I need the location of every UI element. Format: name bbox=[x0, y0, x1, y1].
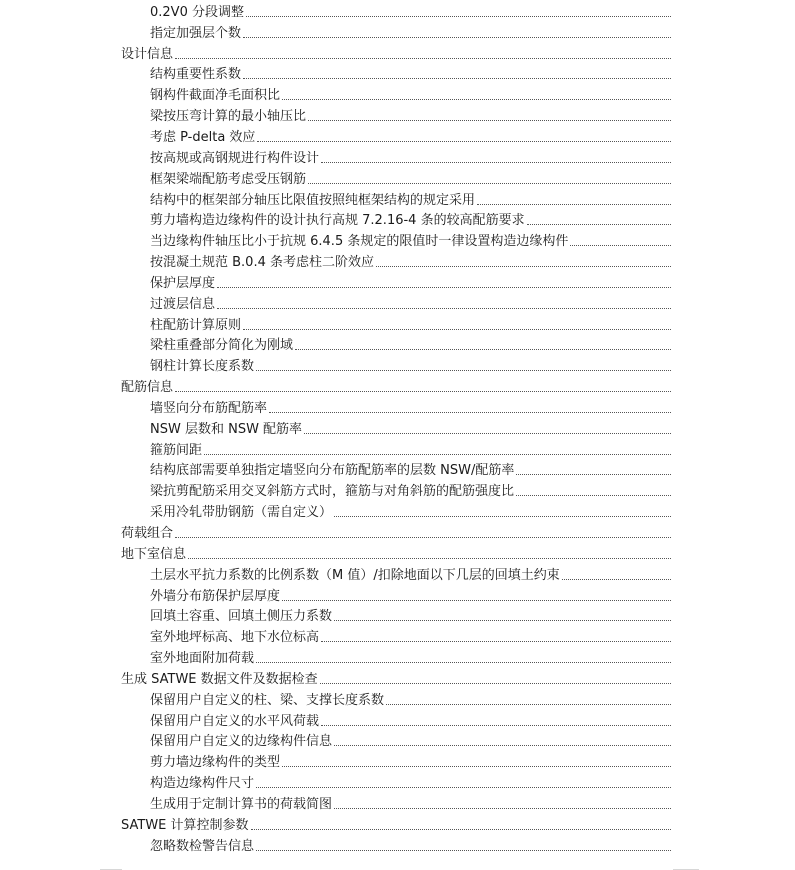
toc-entry[interactable] bbox=[0, 711, 795, 732]
toc-dot-leader bbox=[246, 15, 671, 17]
toc-entry-label: 指定加强层个数 bbox=[150, 25, 242, 41]
toc-entry[interactable] bbox=[0, 356, 795, 377]
toc-dot-leader bbox=[243, 36, 671, 38]
toc-entry-label: 按高规或高钢规进行构件设计 bbox=[150, 150, 320, 166]
toc-entry-label: 外墙分布筋保护层厚度 bbox=[150, 588, 281, 604]
toc-entry[interactable] bbox=[0, 732, 795, 753]
toc-section-heading[interactable] bbox=[0, 669, 795, 690]
toc-entry-label: 梁抗剪配筋采用交叉斜筋方式时，箍筋与对角斜筋的配筋强度比 bbox=[150, 484, 515, 500]
toc-dot-leader bbox=[334, 619, 671, 621]
toc-entry[interactable] bbox=[0, 794, 795, 815]
toc-dot-leader bbox=[308, 119, 671, 121]
toc-entry[interactable] bbox=[0, 210, 795, 231]
toc-entry[interactable] bbox=[0, 2, 795, 23]
toc-entry-label: 土层水平抗力系数的比例系数（M 值）/扣除地面以下几层的回填土约束 bbox=[150, 567, 560, 583]
toc-dot-leader bbox=[256, 661, 671, 663]
toc-dot-leader bbox=[386, 703, 671, 705]
toc-entry-label: 采用冷轧带肋钢筋（需自定义） bbox=[150, 505, 333, 521]
toc-dot-leader bbox=[570, 244, 671, 246]
toc-section-heading[interactable] bbox=[0, 523, 795, 544]
toc-dot-leader bbox=[256, 786, 671, 788]
toc-section-heading[interactable] bbox=[0, 377, 795, 398]
table-of-contents bbox=[0, 2, 795, 857]
toc-entry-label: 框架梁端配筋考虑受压钢筋 bbox=[150, 171, 307, 187]
toc-dot-leader bbox=[304, 432, 671, 434]
toc-entry[interactable] bbox=[0, 315, 795, 336]
toc-entry[interactable] bbox=[0, 773, 795, 794]
toc-entry-label: 按混凝土规范 B.0.4 条考虑柱二阶效应 bbox=[150, 255, 374, 271]
toc-dot-leader bbox=[175, 536, 671, 538]
toc-entry-label: 钢构件截面净毛面积比 bbox=[150, 88, 281, 104]
toc-entry-label: 忽略数检警告信息 bbox=[150, 838, 255, 854]
toc-dot-leader bbox=[188, 557, 671, 559]
toc-dot-leader bbox=[251, 828, 671, 830]
toc-entry[interactable] bbox=[0, 231, 795, 252]
toc-dot-leader bbox=[516, 494, 671, 496]
toc-entry-label: 剪力墙边缘构件的类型 bbox=[150, 755, 281, 771]
toc-entry[interactable] bbox=[0, 273, 795, 294]
toc-entry[interactable] bbox=[0, 127, 795, 148]
toc-entry-label: 回填土容重、回填土侧压力系数 bbox=[150, 609, 333, 625]
toc-dot-leader bbox=[321, 161, 671, 163]
toc-entry-label: 结构中的框架部分轴压比限值按照纯框架结构的规定采用 bbox=[150, 192, 476, 208]
toc-entry[interactable] bbox=[0, 85, 795, 106]
toc-entry[interactable] bbox=[0, 648, 795, 669]
toc-entry-label: 过渡层信息 bbox=[150, 296, 216, 312]
toc-entry[interactable] bbox=[0, 65, 795, 86]
toc-entry-label: 墙竖向分布筋配筋率 bbox=[150, 400, 268, 416]
toc-entry[interactable] bbox=[0, 606, 795, 627]
toc-entry[interactable] bbox=[0, 481, 795, 502]
toc-entry[interactable] bbox=[0, 23, 795, 44]
toc-entry-label: 结构底部需要单独指定墙竖向分布筋配筋率的层数 NSW/配筋率 bbox=[150, 463, 515, 479]
toc-section-heading[interactable] bbox=[0, 544, 795, 565]
toc-entry-label: NSW 层数和 NSW 配筋率 bbox=[150, 421, 303, 437]
toc-entry-label: 梁按压弯计算的最小轴压比 bbox=[150, 109, 307, 125]
toc-dot-leader bbox=[562, 578, 671, 580]
toc-dot-leader bbox=[282, 98, 671, 100]
toc-entry[interactable] bbox=[0, 836, 795, 857]
toc-section-heading[interactable] bbox=[0, 44, 795, 65]
toc-dot-leader bbox=[282, 599, 671, 601]
toc-dot-leader bbox=[175, 390, 671, 392]
toc-entry-label: 保留用户自定义的柱、梁、支撑长度系数 bbox=[150, 692, 385, 708]
toc-dot-leader bbox=[308, 182, 671, 184]
toc-entry-label: 生成 SATWE 数据文件及数据检查 bbox=[121, 671, 318, 687]
toc-entry[interactable] bbox=[0, 252, 795, 273]
toc-dot-leader bbox=[334, 807, 671, 809]
toc-entry-label: 室外地坪标高、地下水位标高 bbox=[150, 630, 320, 646]
toc-entry[interactable] bbox=[0, 461, 795, 482]
toc-entry-label: 0.2V0 分段调整 bbox=[150, 4, 244, 20]
toc-dot-leader bbox=[269, 411, 671, 413]
toc-entry-label: SATWE 计算控制参数 bbox=[121, 817, 249, 833]
toc-dot-leader bbox=[295, 348, 671, 350]
toc-entry[interactable] bbox=[0, 627, 795, 648]
toc-dot-leader bbox=[334, 515, 671, 517]
toc-entry-label: 设计信息 bbox=[121, 46, 174, 62]
toc-dot-leader bbox=[204, 453, 671, 455]
toc-dot-leader bbox=[256, 849, 671, 851]
toc-entry-label: 剪力墙构造边缘构件的设计执行高规 7.2.16-4 条的较高配筋要求 bbox=[150, 213, 525, 229]
toc-entry-label: 柱配筋计算原则 bbox=[150, 317, 242, 333]
toc-dot-leader bbox=[376, 265, 671, 267]
toc-entry-label: 配筋信息 bbox=[121, 380, 174, 396]
toc-entry-label: 保留用户自定义的边缘构件信息 bbox=[150, 734, 333, 750]
toc-entry[interactable] bbox=[0, 336, 795, 357]
toc-entry-label: 考虑 P-delta 效应 bbox=[150, 129, 256, 145]
toc-entry[interactable] bbox=[0, 398, 795, 419]
toc-entry[interactable] bbox=[0, 190, 795, 211]
toc-entry[interactable] bbox=[0, 502, 795, 523]
toc-entry-label: 梁柱重叠部分简化为刚域 bbox=[150, 338, 294, 354]
toc-section-heading[interactable] bbox=[0, 815, 795, 836]
toc-dot-leader bbox=[527, 223, 671, 225]
toc-dot-leader bbox=[477, 203, 671, 205]
toc-entry-label: 保留用户自定义的水平风荷载 bbox=[150, 713, 320, 729]
toc-entry-label: 保护层厚度 bbox=[150, 275, 216, 291]
toc-entry[interactable] bbox=[0, 419, 795, 440]
toc-dot-leader bbox=[516, 473, 671, 475]
toc-entry[interactable] bbox=[0, 565, 795, 586]
toc-entry-label: 荷载组合 bbox=[121, 526, 174, 542]
toc-entry[interactable] bbox=[0, 148, 795, 169]
toc-dot-leader bbox=[320, 682, 671, 684]
toc-entry-label: 室外地面附加荷载 bbox=[150, 651, 255, 667]
toc-dot-leader bbox=[175, 57, 671, 59]
toc-dot-leader bbox=[257, 140, 671, 142]
toc-entry[interactable] bbox=[0, 294, 795, 315]
toc-dot-leader bbox=[243, 77, 671, 79]
toc-entry-label: 箍筋间距 bbox=[150, 442, 203, 458]
toc-dot-leader bbox=[217, 286, 671, 288]
toc-entry[interactable] bbox=[0, 752, 795, 773]
toc-entry[interactable] bbox=[0, 690, 795, 711]
toc-entry-label: 生成用于定制计算书的荷载简图 bbox=[150, 796, 333, 812]
toc-entry-label: 地下室信息 bbox=[121, 546, 187, 562]
toc-entry[interactable] bbox=[0, 586, 795, 607]
toc-entry-label: 当边缘构件轴压比小于抗规 6.4.5 条规定的限值时一律设置构造边缘构件 bbox=[150, 234, 569, 250]
toc-entry-label: 钢柱计算长度系数 bbox=[150, 359, 255, 375]
toc-entry-label: 构造边缘构件尺寸 bbox=[150, 776, 255, 792]
toc-dot-leader bbox=[321, 640, 671, 642]
toc-dot-leader bbox=[243, 328, 671, 330]
toc-dot-leader bbox=[217, 307, 671, 309]
toc-entry[interactable] bbox=[0, 106, 795, 127]
toc-dot-leader bbox=[256, 369, 671, 371]
toc-dot-leader bbox=[334, 744, 671, 746]
toc-dot-leader bbox=[282, 765, 671, 767]
toc-entry-label: 结构重要性系数 bbox=[150, 67, 242, 83]
toc-entry[interactable] bbox=[0, 440, 795, 461]
toc-entry[interactable] bbox=[0, 169, 795, 190]
toc-dot-leader bbox=[321, 724, 671, 726]
